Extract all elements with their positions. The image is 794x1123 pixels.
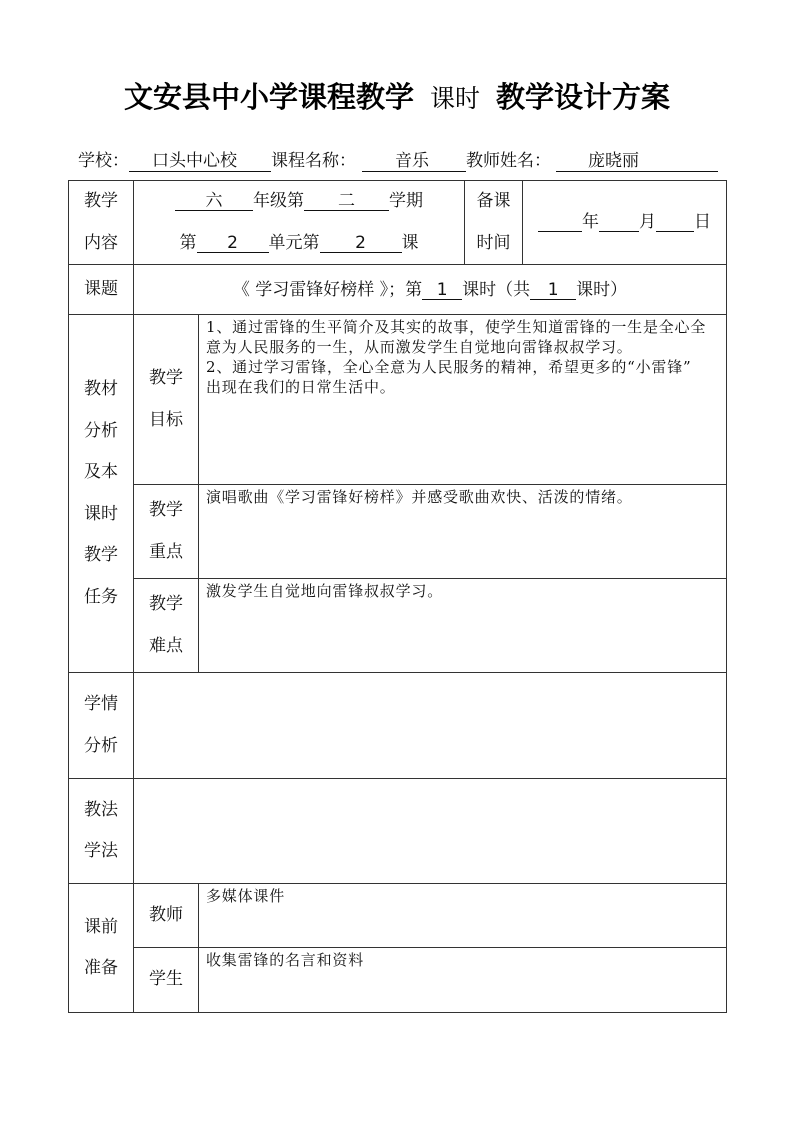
- label-line: 分析: [84, 420, 118, 441]
- row-objectives: [69, 315, 727, 485]
- label-line: 教学: [84, 191, 118, 211]
- row-topic: [69, 265, 727, 315]
- grade-term-unit-cell: [134, 181, 465, 265]
- label-topic: 课题: [69, 265, 134, 315]
- label-line: 备课: [476, 191, 511, 211]
- topic-line: [134, 278, 726, 302]
- topic-cell: [134, 265, 727, 315]
- topic-suffix: 课时）: [576, 279, 628, 300]
- label-methods: [69, 779, 134, 884]
- label-line: 学情: [84, 694, 118, 714]
- year-blank: [538, 212, 582, 232]
- header-info: [78, 149, 718, 173]
- grade-term-line: [134, 181, 464, 223]
- unit-value: 2: [197, 233, 269, 253]
- school-value: 口头中心校: [129, 150, 271, 172]
- topic-middle: 课时（共: [462, 279, 531, 300]
- label-teaching-content: [69, 181, 134, 265]
- prep-date-cell: [523, 181, 727, 265]
- grade-value: 六: [175, 191, 253, 211]
- prep-student-text: [199, 948, 727, 1013]
- objective-line: 2、通过学习雷锋，全心全意为人民服务的精神，希望更多的“小雷锋”: [206, 358, 692, 376]
- title-period: 课时: [429, 84, 480, 113]
- lesson-suffix: 课: [401, 232, 419, 253]
- label-line: 及本: [84, 462, 118, 482]
- teacher-label: 教师姓名：: [466, 151, 551, 171]
- difficulties-line: 激发学生自觉地向雷锋叔叔学习。: [206, 582, 444, 600]
- difficulties-text: [199, 579, 727, 673]
- day-label: 日: [694, 211, 711, 232]
- label-line: 任务: [84, 586, 118, 607]
- course-label: 课程名称：: [271, 151, 356, 171]
- label-objectives: [134, 315, 199, 485]
- label-line: 准备: [84, 958, 118, 978]
- term-suffix: 学期: [389, 191, 423, 211]
- label-line: 目标: [149, 409, 183, 430]
- unit-lesson-line: [134, 223, 464, 265]
- key-points-line: 演唱歌曲《学习雷锋好榜样》并感受歌曲欢快、活泼的情绪。: [206, 488, 633, 506]
- label-learner-analysis: [69, 673, 134, 779]
- month-blank: [599, 212, 639, 232]
- label-preparation: [69, 884, 134, 1013]
- row-learner-analysis: [69, 673, 727, 779]
- label-line: 时间: [476, 232, 511, 253]
- day-blank: [656, 212, 694, 232]
- row-methods: [69, 779, 727, 884]
- learner-analysis-content: [134, 673, 727, 779]
- label-line: 内容: [84, 232, 118, 253]
- objective-line: 出现在我们的日常生活中。: [206, 378, 396, 396]
- key-points-text: [199, 485, 727, 579]
- topic-period-value: 1: [422, 280, 462, 300]
- school-label: 学校：: [78, 151, 129, 171]
- unit-suffix: 单元第: [268, 232, 320, 253]
- row-key-points: [69, 485, 727, 579]
- label-line: 教法: [84, 799, 118, 820]
- title-main: 文安县中小学课程教学: [123, 80, 414, 114]
- label-line: 教材: [84, 379, 118, 399]
- label-line: 教学: [149, 594, 183, 614]
- label-prep-teacher: 教师: [134, 884, 199, 948]
- label-line: 教学: [84, 545, 118, 565]
- label-line: 教学: [149, 368, 183, 388]
- label-prep-student: 学生: [134, 948, 199, 1013]
- label-line: 分析: [84, 735, 118, 756]
- row-teaching-content: [69, 181, 727, 265]
- document-title: [0, 78, 794, 118]
- label-difficulties: [134, 579, 199, 673]
- unit-prefix: 第: [179, 232, 197, 253]
- lesson-plan-table: [68, 180, 727, 1013]
- label-key-points: [134, 485, 199, 579]
- label-line: 难点: [149, 635, 183, 656]
- term-value: 二: [304, 191, 389, 211]
- year-label: 年: [582, 211, 599, 232]
- objective-line: 1、通过雷锋的生平简介及其实的故事，使学生知道雷锋的一生是全心全: [206, 318, 707, 336]
- label-prep-time: [465, 181, 523, 265]
- label-material-analysis: [69, 315, 134, 673]
- course-value: 音乐: [362, 150, 466, 172]
- prep-teacher-text: [199, 884, 727, 948]
- label-line: 学法: [84, 841, 118, 861]
- methods-content: [134, 779, 727, 884]
- row-prep-student: [69, 948, 727, 1013]
- topic-total-value: 1: [530, 280, 576, 300]
- label-line: 课时: [84, 503, 118, 524]
- month-label: 月: [639, 211, 656, 232]
- teacher-value: 庞晓丽: [556, 150, 718, 172]
- title-tail: 教学设计方案: [496, 80, 671, 114]
- prep-teacher-line: 多媒体课件: [206, 887, 286, 905]
- label-line: 课前: [84, 916, 118, 937]
- label-line: 教学: [149, 500, 183, 520]
- label-line: 重点: [149, 541, 183, 562]
- prep-student-line: 收集雷锋的名言和资料: [206, 951, 365, 969]
- row-prep-teacher: [69, 884, 727, 948]
- row-difficulties: [69, 579, 727, 673]
- prep-date-line: [523, 202, 726, 244]
- objective-line: 意为人民服务的一生，从而激发学生自觉地向雷锋叔叔学习。: [206, 338, 633, 356]
- objectives-text: [199, 315, 727, 485]
- grade-suffix: 年级第: [253, 191, 304, 211]
- lesson-value: 2: [320, 233, 402, 253]
- topic-prefix: 《 学习雷锋好榜样 》；第: [232, 279, 423, 300]
